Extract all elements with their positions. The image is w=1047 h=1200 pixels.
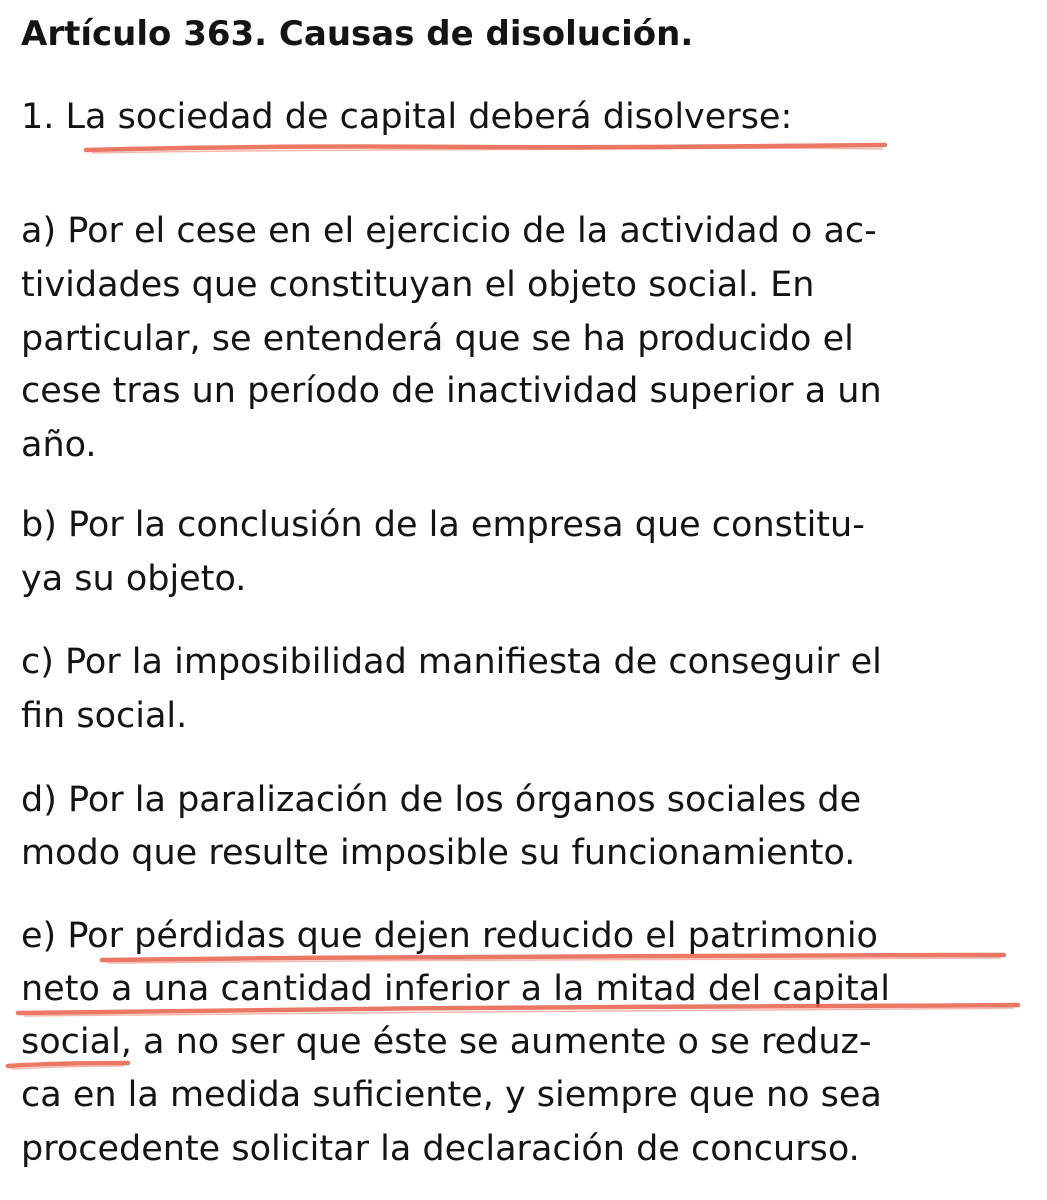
item-a-line-3: particular, se entenderá que se ha producido el (21, 319, 854, 359)
item-a-line-2: tividades que constituyan el objeto social. En (21, 265, 815, 305)
underline-item-e-line-3-texture (12, 1066, 124, 1069)
article-intro: 1. La sociedad de capital deberá disolverse: (21, 97, 793, 137)
item-e-line-1: e) Por pérdidas que dejen reducido el patrimonio (21, 916, 878, 956)
item-a-line-1: a) Por el cese en el ejercicio de la actividad o ac- (21, 211, 877, 251)
item-d-line-1: d) Por la paralización de los órganos sociales de (21, 780, 862, 820)
underline-intro-texture (92, 148, 882, 153)
item-c-line-2: fin social. (21, 696, 188, 736)
item-b-line-2: ya su objeto. (21, 559, 247, 599)
item-a-line-5: año. (21, 425, 97, 465)
item-c-line-1: c) Por la imposibilidad manifiesta de conseguir el (21, 642, 882, 682)
item-d-line-2: modo que resulte imposible su funcionamiento. (21, 833, 856, 873)
item-a-line-4: cese tras un período de inactividad superior a un (21, 371, 882, 411)
article-title: Artículo 363. Causas de disolución. (21, 14, 694, 54)
underline-item-e-line-1-texture (108, 958, 1000, 963)
item-e-line-2: neto a una cantidad inferior a la mitad del capital (21, 969, 890, 1009)
underline-intro (86, 145, 885, 150)
item-e-line-4: ca en la medida suficiente, y siempre que no sea (21, 1075, 882, 1115)
item-e-line-5: procedente solicitar la declaración de concurso. (21, 1129, 860, 1169)
item-e-line-3: social, a no ser que éste se aumente o se reduz- (21, 1022, 872, 1062)
item-b-line-1: b) Por la conclusión de la empresa que constitu- (21, 505, 865, 545)
